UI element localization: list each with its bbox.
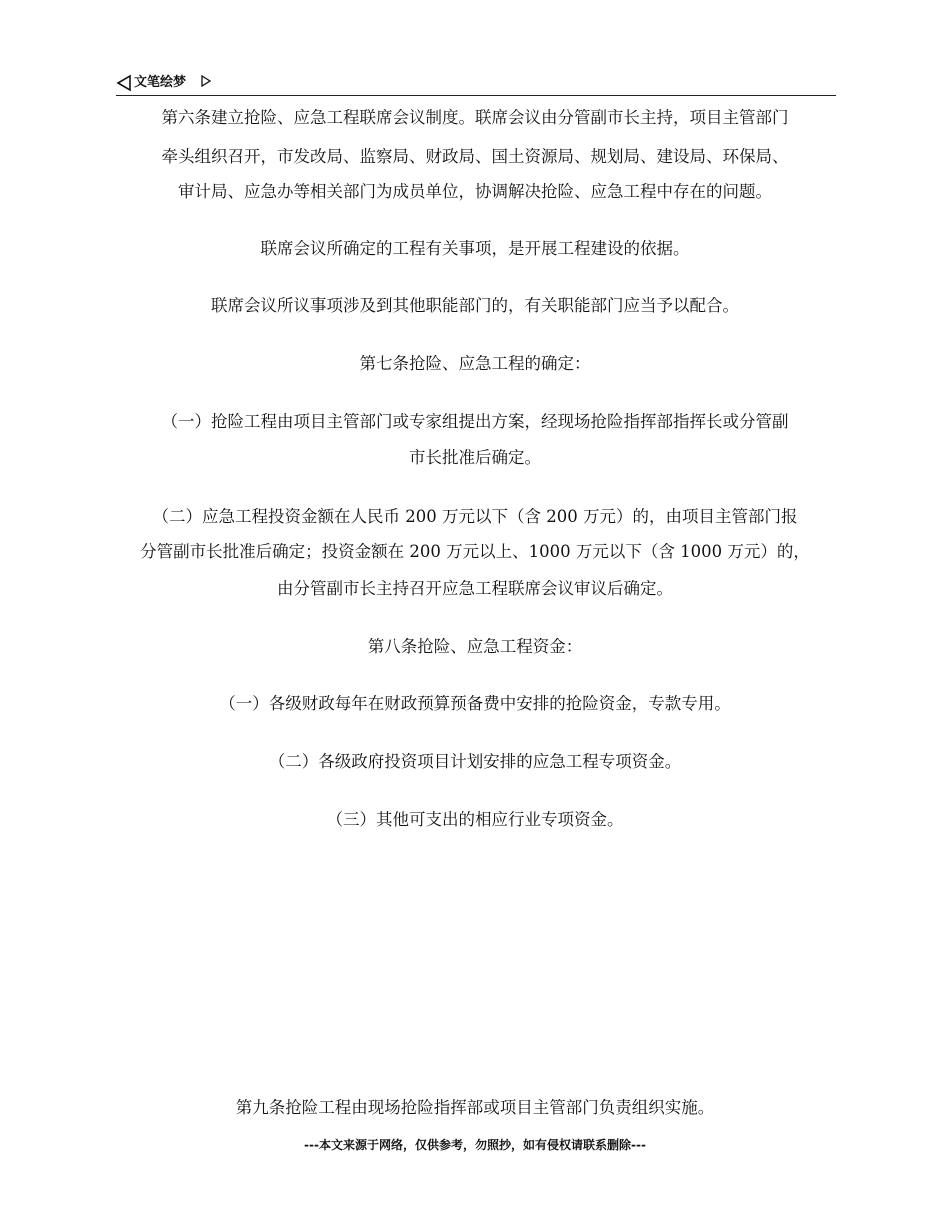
paragraph-line: 牵头组织召开，市发改局、监察局、财政局、国土资源局、规划局、建设局、环保局、 bbox=[161, 147, 789, 166]
footer-disclaimer: ---本文来源于网络，仅供参考，勿照抄，如有侵权请联系删除--- bbox=[304, 1138, 646, 1152]
paragraph-line: 由分管副市长主持召开应急工程联席会议审议后确定。 bbox=[277, 579, 673, 598]
paragraph-line: 第六条建立抢险、应急工程联席会议制度。联席会议由分管副市长主持，项目主管部门 bbox=[161, 108, 789, 127]
paragraph-line: （二）应急工程投资金额在人民币 200 万元以下（含 200 万元）的，由项目主管部门报 bbox=[152, 507, 798, 526]
paragraph-line: 联席会议所确定的工程有关事项，是开展工程建设的依据。 bbox=[260, 239, 690, 258]
paragraph-line: （一）各级财政每年在财政预算预备费中安排的抢险资金，专款专用。 bbox=[219, 694, 731, 713]
paragraph-line: 市长批准后确定。 bbox=[409, 448, 541, 467]
triangle-left-icon bbox=[116, 74, 132, 92]
page-header bbox=[116, 73, 836, 96]
paragraph-line: （一）抢险工程由项目主管部门或专家组提出方案，经现场抢险指挥部指挥长或分管副 bbox=[161, 412, 789, 431]
paragraph-line: 联席会议所议事项涉及到其他职能部门的，有关职能部门应当予以配合。 bbox=[211, 296, 739, 315]
paragraph-line: （三）其他可支出的相应行业专项资金。 bbox=[326, 810, 624, 829]
header-title: 文笔绘梦 bbox=[134, 75, 187, 90]
section-heading: 第七条抢险、应急工程的确定： bbox=[359, 354, 591, 373]
paragraph-line: 分管副市长批准后确定；投资金额在 200 万元以上、1000 万元以下（含 1000 万元）的， bbox=[140, 542, 810, 561]
section-heading: 第九条抢险工程由现场抢险指挥部或项目主管部门负责组织实施。 bbox=[235, 1098, 715, 1117]
paragraph-line: （二）各级政府投资项目计划安排的应急工程专项资金。 bbox=[268, 752, 682, 771]
paragraph-line: 审计局、应急办等相关部门为成员单位，协调解决抢险、应急工程中存在的问题。 bbox=[178, 182, 772, 201]
section-heading: 第八条抢险、应急工程资金： bbox=[367, 637, 583, 656]
triangle-right-icon bbox=[200, 75, 212, 87]
